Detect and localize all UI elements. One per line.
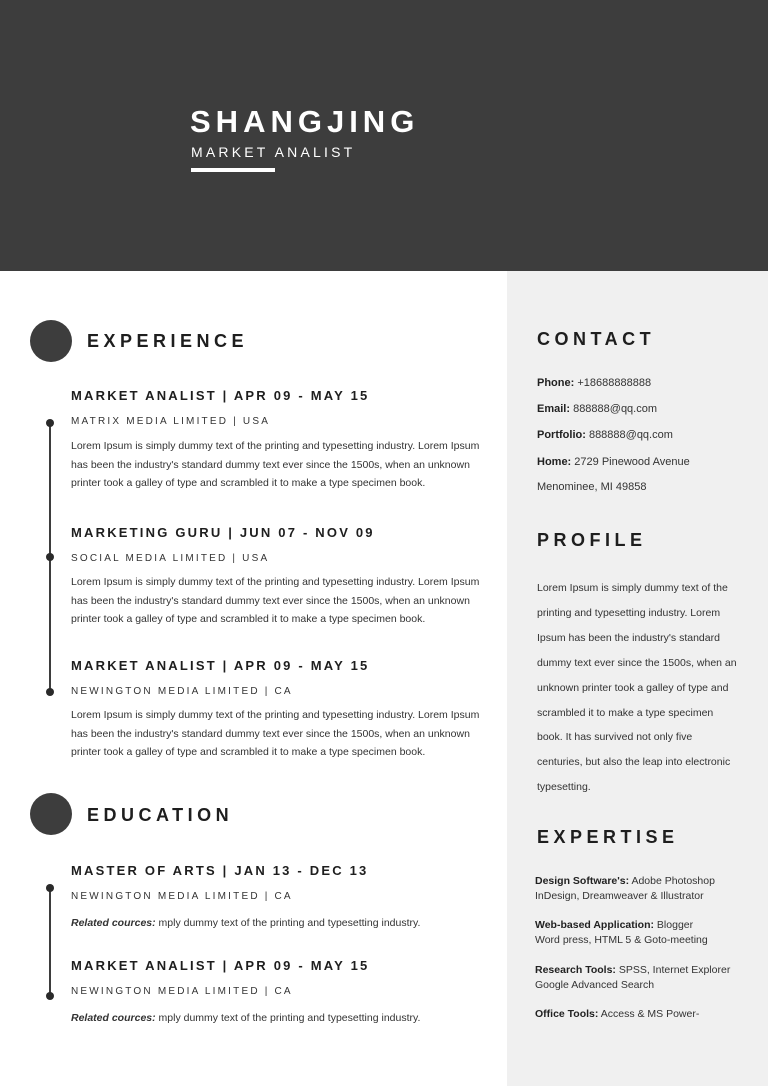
expertise-line2: InDesign, Dreamweaver & Illustrator [535,890,704,902]
expertise-line1: Adobe Photoshop [629,875,715,887]
contact-heading: CONTACT [537,329,656,349]
experience-company: MATRIX MEDIA LIMITED | USA [71,416,271,427]
timeline-dot [46,688,54,696]
education-related-courses [71,1012,420,1024]
header-banner [0,0,768,271]
expertise-item [535,918,755,948]
expertise-line1: SPSS, Internet Explorer [615,964,731,976]
experience-description: Lorem Ipsum is simply dummy text of the printing and typesetting industry. Lorem Ipsum has been the industry's standard dummy text ever since the 1500s, when an unknown printer took a galley of type and scrambled it to make a type specimen book. [71,440,480,490]
contact-home-line2: Menominee, MI 49858 [537,481,647,493]
profile-text: Lorem Ipsum is simply dummy text of the printing and typesetting industry. Lorem Ipsum has been the industry's standard dummy text ever since the 1500s, when an unknown printer took a galley of type and scrambled it to make a type specimen book. It has survived not only five centuries, but also the leap into electronic typesetting. [537,582,737,794]
title-underline [191,168,275,172]
education-institution: NEWINGTON MEDIA LIMITED | CA [71,986,293,997]
expertise-label: Design Software's: [535,875,630,887]
contact-phone [537,377,651,389]
expertise-heading: EXPERTISE [537,827,679,847]
experience-heading: EXPERIENCE [87,331,249,351]
contact-home [537,456,690,468]
phone-label: Phone: [537,377,575,389]
experience-job-title: MARKET ANALIST | APR 09 - MAY 15 [71,658,370,673]
portfolio-value: 888888@qq.com [585,429,673,441]
experience-company: NEWINGTON MEDIA LIMITED | CA [71,686,293,697]
education-timeline [49,888,51,996]
experience-description: Lorem Ipsum is simply dummy text of the printing and typesetting industry. Lorem Ipsum has been the industry's standard dummy text ever since the 1500s, when an unknown printer took a galley of type and scrambled it to make a type specimen book. [71,576,480,626]
timeline-dot [46,419,54,427]
expertise-item [535,874,755,904]
education-degree-title: MARKET ANALIST | APR 09 - MAY 15 [71,958,370,973]
candidate-name: SHANGJING [190,104,420,139]
expertise-item [535,963,755,993]
home-value: 2729 Pinewood Avenue [571,456,690,468]
contact-email [537,403,657,415]
experience-job-title: MARKETING GURU | JUN 07 - NOV 09 [71,525,375,540]
home-label: Home: [537,456,572,468]
contact-portfolio [537,429,673,441]
profile-heading: PROFILE [537,530,647,550]
education-heading: EDUCATION [87,805,234,825]
experience-company: SOCIAL MEDIA LIMITED | USA [71,553,270,564]
expertise-line1: Blogger [654,919,694,931]
education-related-courses [71,917,420,929]
related-courses-text: mply dummy text of the printing and typesetting industry. [155,1012,421,1024]
email-label: Email: [537,403,571,415]
experience-description: Lorem Ipsum is simply dummy text of the printing and typesetting industry. Lorem Ipsum has been the industry's standard dummy text ever since the 1500s, when an unknown printer took a galley of type and scrambled it to make a type specimen book. [71,709,480,759]
experience-job-title: MARKET ANALIST | APR 09 - MAY 15 [71,388,370,403]
expertise-label: Research Tools: [535,964,616,976]
expertise-line1: Access & MS Power- [598,1008,700,1020]
phone-value: +18688888888 [574,377,652,389]
expertise-line2: Google Advanced Search [535,979,655,991]
education-section-dot [30,793,72,835]
expertise-label: Office Tools: [535,1008,599,1020]
expertise-item [535,1007,755,1022]
experience-section-dot [30,320,72,362]
expertise-line2: Word press, HTML 5 & Goto-meeting [535,934,708,946]
timeline-dot [46,553,54,561]
timeline-dot [46,992,54,1000]
related-courses-label: Related cources: [71,917,156,929]
education-degree-title: MASTER OF ARTS | JAN 13 - DEC 13 [71,863,369,878]
candidate-role: MARKET ANALIST [191,144,356,160]
timeline-dot [46,884,54,892]
education-institution: NEWINGTON MEDIA LIMITED | CA [71,891,293,902]
email-value: 888888@qq.com [570,403,658,415]
related-courses-text: mply dummy text of the printing and typesetting industry. [155,917,421,929]
portfolio-label: Portfolio: [537,429,586,441]
expertise-label: Web-based Application: [535,919,655,931]
related-courses-label: Related cources: [71,1012,156,1024]
